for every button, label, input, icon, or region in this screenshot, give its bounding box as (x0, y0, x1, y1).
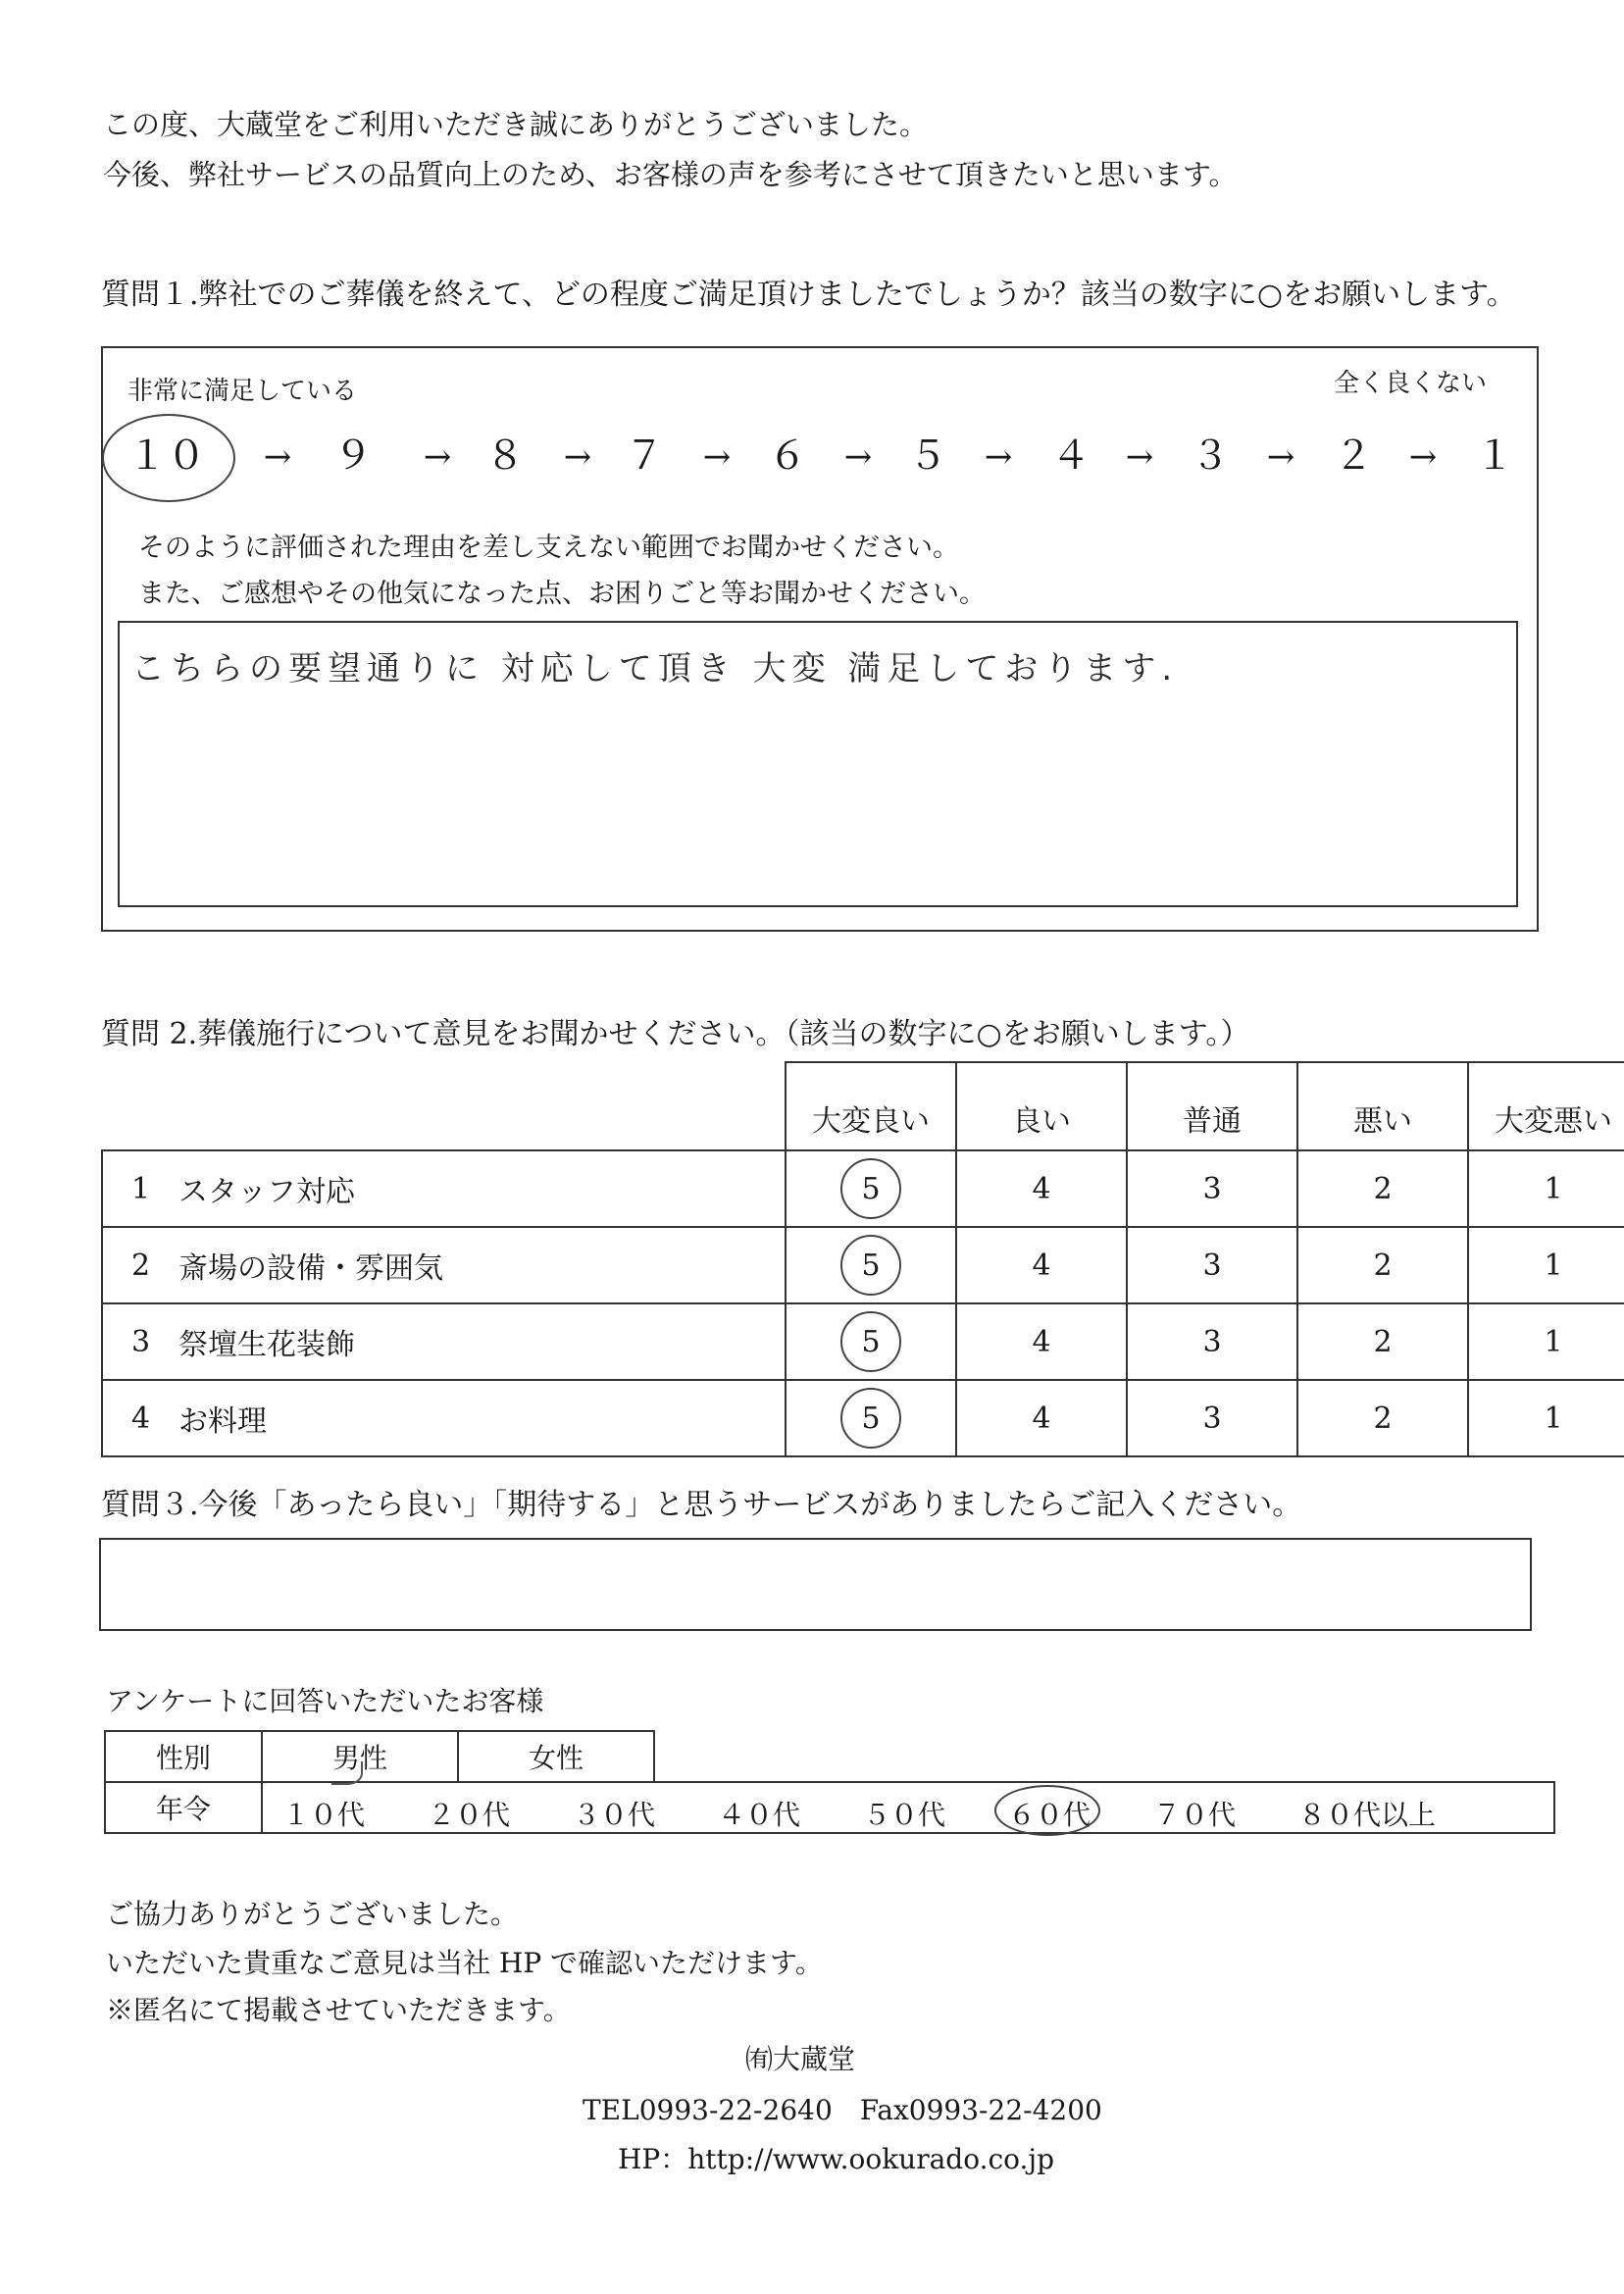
q2-rating-value: 1 (1544, 1248, 1563, 1283)
q1-scale-option[interactable]: ７ (625, 433, 664, 479)
q2-rating-option[interactable] (956, 1227, 1127, 1303)
q1-scale-option[interactable]: ４ (1051, 433, 1091, 479)
q2-rating-value: 5 (861, 1401, 881, 1436)
q2-rating-option[interactable] (1127, 1150, 1297, 1227)
q2-rating-option[interactable] (1297, 1380, 1468, 1456)
q1-right-label: 全く良くない (1334, 369, 1488, 398)
q1-scale-option[interactable]: ６ (768, 433, 807, 479)
q1-scale-option[interactable]: １０ (127, 433, 206, 479)
footer-company: ㈲大蔵堂 (745, 2043, 856, 2075)
q2-rating-value: 5 (861, 1248, 881, 1283)
q2-rating-option[interactable] (1297, 1303, 1468, 1380)
age-option[interactable]: １０代 (282, 1799, 366, 1831)
footer-hp: HP：http://www.ookurado.co.jp (618, 2143, 1055, 2175)
q2-rating-value: 2 (1373, 1324, 1393, 1359)
footer-contact: TEL0993-22-2640 Fax0993-22-4200 (583, 2094, 1102, 2126)
q2-rating-option[interactable] (1297, 1150, 1468, 1227)
q2-rating-option[interactable] (786, 1380, 956, 1456)
q2-row (102, 1227, 1624, 1303)
q2-rating-option[interactable] (1127, 1303, 1297, 1380)
q2-header-normal: 普通 (1127, 1062, 1297, 1150)
intro-line-1: この度、大蔵堂をご利用いただき誠にありがとうございました。 (103, 108, 929, 141)
q1-scale-arrow: → (984, 437, 1013, 477)
q2-rating-value: 4 (1032, 1324, 1051, 1359)
age-option[interactable]: ５０代 (863, 1799, 946, 1831)
q2-rating-value: 2 (1373, 1248, 1393, 1283)
q2-row-label: お料理 (178, 1380, 786, 1456)
age-option[interactable]: ６０代 (1008, 1799, 1091, 1831)
q2-header-good: 良い (956, 1062, 1127, 1150)
q3-answer-box[interactable] (99, 1538, 1532, 1631)
q1-left-label: 非常に満足している (127, 377, 358, 406)
q2-header-bad: 悪い (1297, 1062, 1468, 1150)
q1-prompt-1: そのように評価された理由を差し支えない範囲でお聞かせください。 (138, 533, 959, 563)
gender-option-male[interactable] (262, 1731, 458, 1782)
intro-line-2: 今後、弊社サービスの品質向上のため、お客様の声を参考にさせて頂きたいと思います。 (103, 158, 1238, 191)
q2-rating-value: 4 (1032, 1171, 1051, 1206)
q1-scale-arrow: → (1266, 437, 1295, 477)
q2-row-number: 2 (102, 1227, 178, 1303)
q2-rating-value: 3 (1202, 1401, 1222, 1436)
q1-question: 質問１.弊社でのご葬儀を終えて、どの程度ご満足頂けましたでしょうか？該当の数字に○をお願いします。 (101, 278, 1516, 312)
gender-female-text: 女性 (528, 1742, 584, 1774)
age-label: 年令 (105, 1782, 262, 1833)
q1-answer-text: こちらの要望通りに 対応して頂き 大変 満足しております. (131, 649, 1179, 688)
q1-prompt-2: また、ご感想やその他気になった点、お困りごと等お聞かせください。 (138, 579, 986, 609)
gender-male-text: 男性 (331, 1742, 387, 1774)
q1-scale-arrow: → (563, 437, 592, 477)
age-option[interactable]: ４０代 (718, 1799, 801, 1831)
q2-header-very-good: 大変良い (786, 1062, 956, 1150)
q2-selected-circle (840, 1311, 901, 1372)
q1-scale-arrow: → (1408, 437, 1438, 477)
q2-question: 質問 2.葬儀施行について意見をお聞かせください。（該当の数字に○をお願いします。） (101, 1017, 1250, 1051)
footer-note-1: いただいた貴重なご意見は当社 HP で確認いただけます。 (106, 1947, 823, 1979)
q2-rating-option[interactable] (786, 1150, 956, 1227)
q2-selected-circle (840, 1235, 901, 1296)
age-selected-circle (994, 1785, 1100, 1836)
q2-rating-value: 1 (1544, 1401, 1563, 1436)
q2-selected-circle (840, 1388, 901, 1449)
q2-row (102, 1150, 1624, 1227)
q2-rating-option[interactable] (956, 1303, 1127, 1380)
q2-rating-value: 4 (1032, 1401, 1051, 1436)
q2-rating-option[interactable] (956, 1150, 1127, 1227)
q2-rating-option[interactable] (1127, 1227, 1297, 1303)
gender-label: 性別 (105, 1731, 262, 1782)
q1-scale-arrow: → (702, 437, 732, 477)
q2-rating-value: 2 (1373, 1401, 1393, 1436)
q1-scale-option[interactable]: １ (1475, 433, 1514, 479)
q1-scale-option[interactable]: ３ (1191, 433, 1230, 479)
q2-row-number: 4 (102, 1380, 178, 1456)
q2-header-very-bad: 大変悪い (1468, 1062, 1624, 1150)
gender-option-female[interactable] (458, 1731, 654, 1782)
q2-rating-value: 3 (1202, 1324, 1222, 1359)
q2-rating-value: 1 (1544, 1171, 1563, 1206)
q2-rating-value: 1 (1544, 1324, 1563, 1359)
footer-note-2: ※匿名にて掲載させていただきます。 (106, 1994, 571, 2026)
age-option[interactable]: ７０代 (1153, 1799, 1237, 1831)
age-option[interactable]: ２０代 (428, 1799, 511, 1831)
q2-selected-circle (840, 1158, 901, 1219)
q2-rating-value: 5 (861, 1324, 881, 1359)
q2-rating-value: 3 (1202, 1171, 1222, 1206)
q2-row (102, 1303, 1624, 1380)
q1-scale-option[interactable]: ５ (908, 433, 947, 479)
q2-row-number: 3 (102, 1303, 178, 1380)
q2-rating-option[interactable] (956, 1380, 1127, 1456)
q1-scale-arrow: → (423, 437, 452, 477)
age-options (262, 1782, 1554, 1833)
age-option[interactable]: ８０代以上 (1298, 1799, 1437, 1831)
q2-rating-option[interactable] (1127, 1380, 1297, 1456)
q1-scale-arrow: → (843, 437, 873, 477)
q2-row-number: 1 (102, 1150, 178, 1227)
footer-thanks: ご協力ありがとうございました。 (106, 1898, 519, 1930)
q2-rating-option[interactable] (786, 1227, 956, 1303)
q1-scale-option[interactable]: ８ (485, 433, 525, 479)
q3-question: 質問３.今後「あったら良い」「期待する」と思うサービスがありましたらご記入ください。 (101, 1488, 1302, 1522)
customer-table (104, 1730, 1555, 1834)
q1-scale-arrow: → (263, 437, 292, 477)
q2-rating-option[interactable] (1297, 1227, 1468, 1303)
customer-title: アンケートに回答いただいたお客様 (106, 1685, 544, 1717)
q2-row-label: スタッフ対応 (178, 1150, 786, 1227)
q2-rating-value: 3 (1202, 1248, 1222, 1283)
q2-rating-option[interactable] (1468, 1380, 1624, 1456)
q2-rating-option[interactable] (1468, 1150, 1624, 1227)
q2-rating-option[interactable] (1468, 1303, 1624, 1380)
q2-rating-value: 4 (1032, 1248, 1051, 1283)
age-option[interactable]: ３０代 (573, 1799, 656, 1831)
q2-rating-value: 5 (861, 1171, 881, 1206)
q2-rating-table (101, 1061, 1624, 1457)
q2-rating-option[interactable] (786, 1303, 956, 1380)
q2-row-label: 祭壇生花装飾 (178, 1303, 786, 1380)
q2-rating-option[interactable] (1468, 1227, 1624, 1303)
q1-scale-arrow: → (1125, 437, 1154, 477)
q2-row-label: 斎場の設備・雰囲気 (178, 1227, 786, 1303)
q2-row (102, 1380, 1624, 1456)
q1-scale-option[interactable]: ２ (1334, 433, 1373, 479)
q1-selected-circle (102, 414, 235, 502)
q1-scale-option[interactable]: ９ (333, 433, 373, 479)
q2-rating-value: 2 (1373, 1171, 1393, 1206)
